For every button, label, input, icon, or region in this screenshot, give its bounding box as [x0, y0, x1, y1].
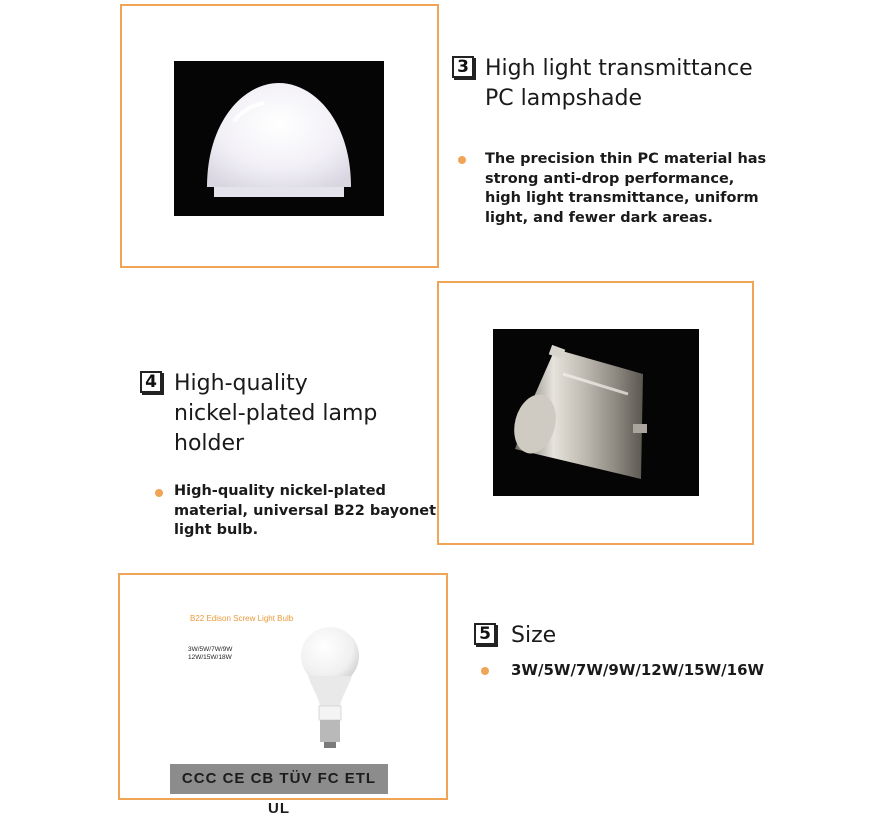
section-4-bullet-dot	[155, 489, 163, 497]
section-3-number-badge: 3	[452, 56, 474, 78]
section-3-heading-line: High light transmittance	[485, 56, 753, 81]
bulb-image-title: B22 Edison Screw Light Bulb	[190, 614, 294, 623]
section-3-desc-line: strong anti-drop performance,	[485, 170, 735, 187]
section-4-desc-line: light bulb.	[174, 522, 259, 538]
bulb-image-specs	[188, 646, 232, 662]
section-5-heading: Size	[511, 623, 557, 648]
section-3-bullet-dot	[458, 156, 466, 164]
section-4-desc-line: High-quality nickel-plated	[174, 483, 386, 499]
section-3-desc-line: The precision thin PC material has	[485, 151, 767, 167]
section-3-desc-line: high light transmittance, uniform	[485, 190, 759, 206]
light-bulb-illustration	[290, 626, 370, 752]
section-5-bullet-dot	[481, 667, 489, 675]
section-4-heading-line: High-quality	[174, 371, 308, 396]
lamp-holder-photo	[493, 329, 699, 496]
section-5-size-values: 3W/5W/7W/9W/12W/15W/16W	[511, 661, 765, 679]
section-4-heading	[174, 369, 377, 459]
section-4-desc-line: material, universal B22 bayonet	[174, 502, 437, 519]
section-3-desc-line: light, and fewer dark areas.	[485, 209, 713, 226]
section-4-heading-line: holder	[174, 431, 245, 456]
lampshade-photo	[174, 61, 384, 216]
section-3-heading	[485, 54, 753, 114]
section-4-description	[174, 482, 436, 541]
bulb-spec-line: 12W/15W/18W	[188, 654, 232, 661]
section-4-number-badge: 4	[140, 371, 162, 393]
bulb-spec-line: 3W/5W/7W/9W	[188, 646, 233, 653]
section-3-heading-line: PC lampshade	[485, 86, 642, 111]
section-3-description	[485, 150, 766, 228]
certification-strip: CCC CE CB TÜV FC ETL UL	[170, 764, 388, 794]
section-4-heading-line: nickel-plated lamp	[174, 401, 378, 426]
section-5-number-badge: 5	[474, 623, 496, 645]
